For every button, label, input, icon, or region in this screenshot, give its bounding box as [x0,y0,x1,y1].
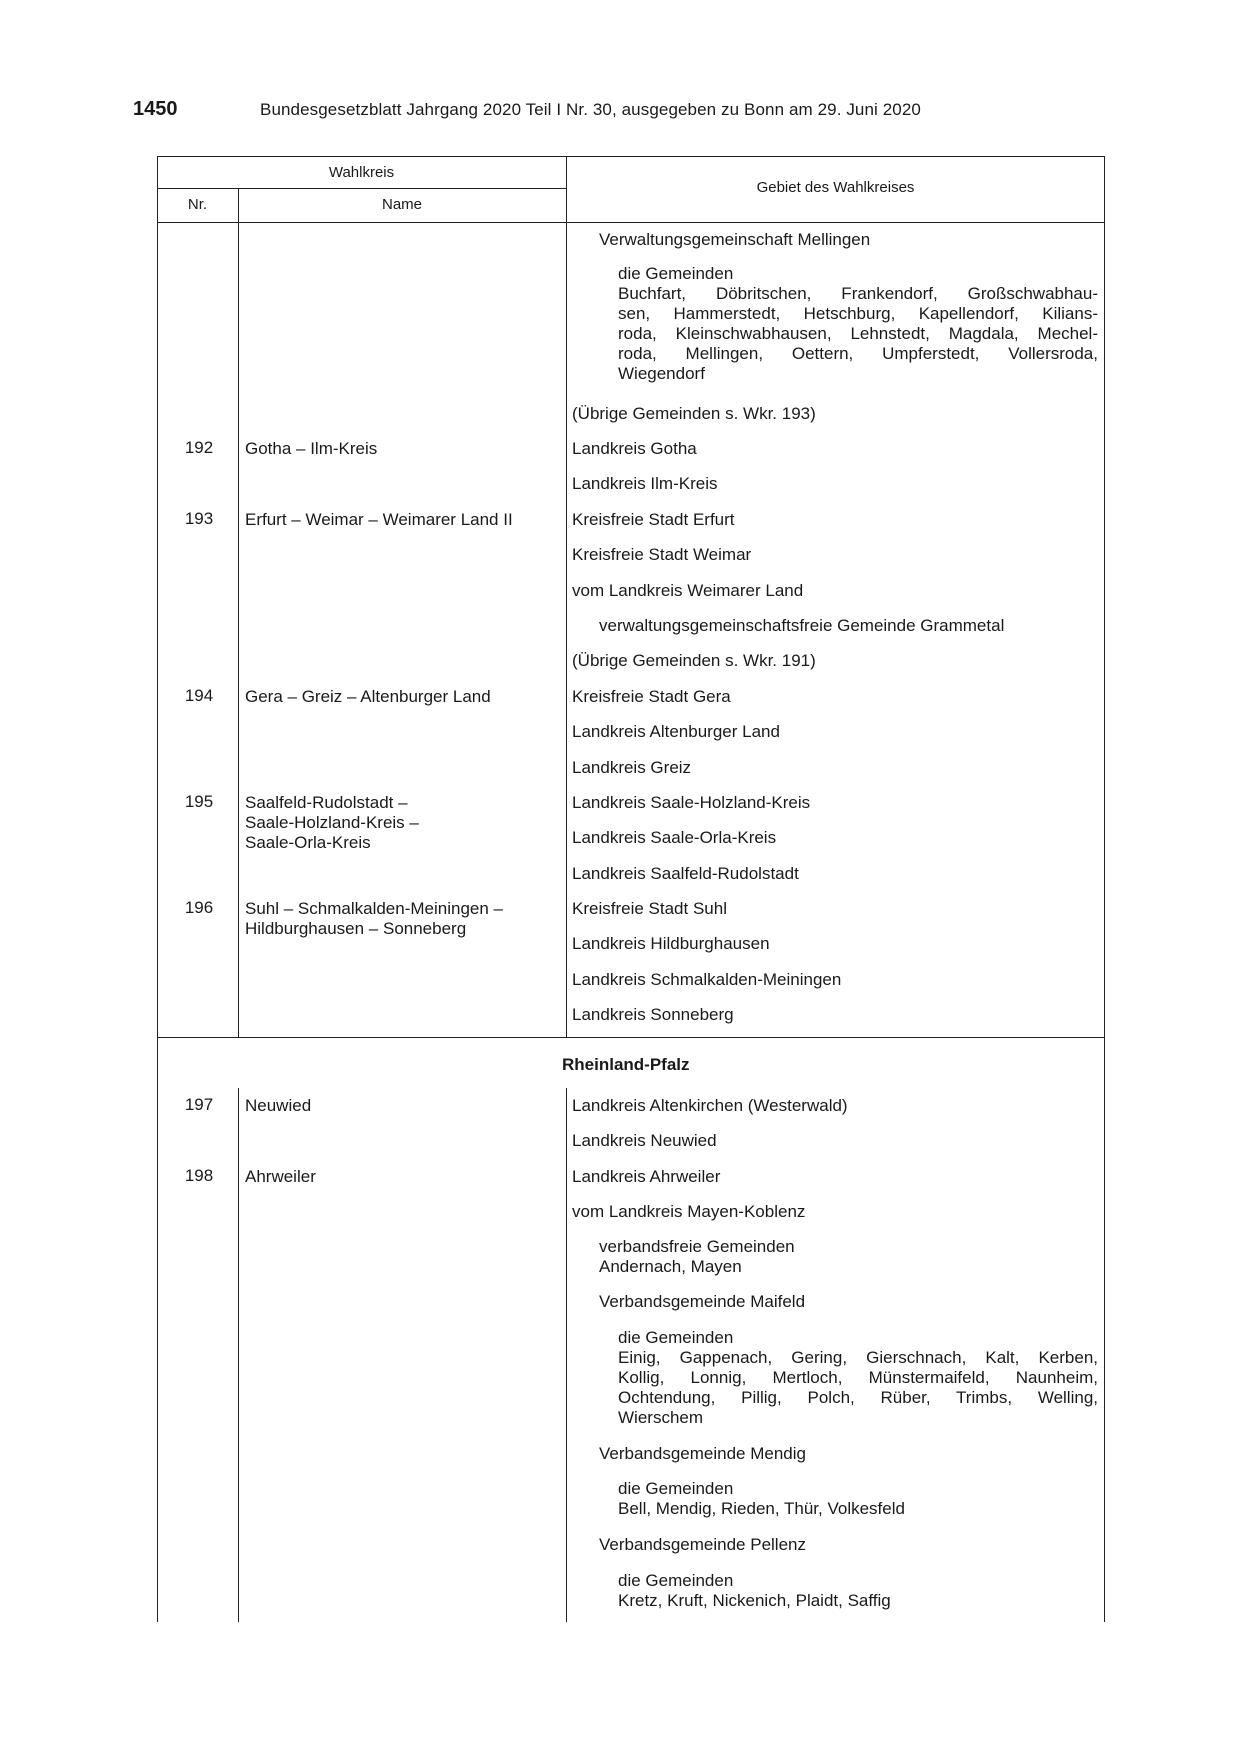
wahlkreis-name: Gotha – Ilm-Kreis [245,439,378,458]
page-title: Bundesgesetzblatt Jahrgang 2020 Teil I Nr. 30, ausgegeben zu Bonn am 29. Juni 2020 [260,100,921,119]
gebiet-entry: Verbandsgemeinde Maifeld [599,1292,806,1311]
gebiet-entry: Verbandsgemeinde Mendig [599,1444,806,1463]
gebiet-entry: Landkreis Ilm-Kreis [572,474,718,493]
wahlkreis-nr: 194 [184,686,214,705]
gebiet-subentry-title: die Gemeinden [618,1328,734,1347]
wahlkreis-nr: 198 [184,1166,214,1185]
gebiet-entry: Landkreis Sonneberg [572,1005,734,1024]
wahlkreis-name: Neuwied [245,1096,312,1115]
gebiet-subentry-text: Kretz, Kruft, Nickenich, Plaidt, Saffig [618,1591,891,1610]
header-divider-wahlkreis [157,188,566,189]
gebiet-entry: Landkreis Hildburghausen [572,934,770,953]
gebiet-entry: Landkreis Altenburger Land [572,722,780,741]
gebiet-subentry-title: die Gemeinden [618,264,734,283]
list-line: Wiegendorf [618,364,705,383]
wahlkreis-name: Hildburghausen – Sonneberg [245,919,467,938]
gebiet-subentry-list [618,284,1098,384]
wahlkreis-name: Suhl – Schmalkalden-Meiningen – [245,899,503,918]
gebiet-entry: Landkreis Schmalkalden-Meiningen [572,970,842,989]
gebiet-entry: Verwaltungsgemeinschaft Mellingen [599,230,871,249]
gebiet-subentry-text: Andernach, Mayen [599,1257,742,1276]
gebiet-subentry-title: die Gemeinden [618,1571,734,1590]
wahlkreis-name: Saale-Orla-Kreis [245,833,371,852]
header-nr: Nr. [187,196,208,213]
gebiet-entry: Landkreis Altenkirchen (Westerwald) [572,1096,848,1115]
column-divider-name [566,1088,567,1622]
table-right-border [1104,1037,1105,1622]
header-divider-bottom [157,222,1105,223]
gebiet-subentry-list [618,1348,1098,1428]
gebiet-subentry-title: verbandsfreie Gemeinden [599,1237,795,1256]
list-line: sen, Hammerstedt, Hetschburg, Kapellendorf, Kilians- [618,304,1098,323]
wahlkreis-nr: 197 [184,1095,214,1114]
gebiet-entry: Kreisfreie Stadt Gera [572,687,731,706]
list-line: Wierschem [618,1408,704,1427]
table-left-border [157,1037,158,1622]
page-number: 1450 [133,98,178,120]
wahlkreis-name: Ahrweiler [245,1167,316,1186]
list-line: roda, Mellingen, Oettern, Umpferstedt, Vollersroda, [618,344,1098,363]
gebiet-entry: Landkreis Gotha [572,439,697,458]
wahlkreis-name: Saalfeld-Rudolstadt – [245,793,408,812]
gebiet-entry: Verbandsgemeinde Pellenz [599,1535,806,1554]
header-name: Name [381,196,422,213]
gebiet-entry: Landkreis Saale-Holzland-Kreis [572,793,811,812]
gebiet-entry: Landkreis Ahrweiler [572,1167,721,1186]
wahlkreis-nr: 195 [184,792,214,811]
wahlkreis-name: Gera – Greiz – Altenburger Land [245,687,491,706]
header-wahlkreis: Wahlkreis [328,164,395,181]
header-gebiet: Gebiet des Wahlkreises [756,179,915,196]
gebiet-entry: verwaltungsgemeinschaftsfreie Gemeinde Grammetal [599,616,1005,635]
gebiet-entry: vom Landkreis Mayen-Koblenz [572,1202,806,1221]
gebiet-entry: Kreisfreie Stadt Suhl [572,899,727,918]
gebiet-entry: Landkreis Saalfeld-Rudolstadt [572,864,799,883]
gebiet-entry: (Übrige Gemeinden s. Wkr. 193) [572,404,816,423]
wahlkreis-name: Saale-Holzland-Kreis – [245,813,419,832]
page-header [133,98,1091,128]
gebiet-subentry-text: Bell, Mendig, Rieden, Thür, Volkesfeld [618,1499,905,1518]
gebiet-entry: Kreisfreie Stadt Erfurt [572,510,735,529]
gebiet-entry: vom Landkreis Weimarer Land [572,581,804,600]
gebiet-entry: Kreisfreie Stadt Weimar [572,545,752,564]
wahlkreis-nr: 196 [184,898,214,917]
gebiet-entry: Landkreis Neuwied [572,1131,717,1150]
list-line: Buchfart, Döbritschen, Frankendorf, Großschwabhau- [618,284,1098,303]
section-heading: Rheinland-Pfalz [562,1055,690,1074]
list-line: Kollig, Lonnig, Mertloch, Münstermaifeld, Naunheim, [618,1368,1098,1387]
wahlkreis-nr: 192 [184,438,214,457]
wahlkreis-name: Erfurt – Weimar – Weimarer Land II [245,510,513,529]
gebiet-entry: (Übrige Gemeinden s. Wkr. 191) [572,651,816,670]
list-line: Einig, Gappenach, Gering, Gierschnach, Kalt, Kerben, [618,1348,1098,1367]
list-line: Ochtendung, Pillig, Polch, Rüber, Trimbs, Welling, [618,1388,1098,1407]
gebiet-subentry-title: die Gemeinden [618,1479,734,1498]
wahlkreis-nr: 193 [184,509,214,528]
column-divider-name [566,156,567,1037]
gebiet-entry: Landkreis Greiz [572,758,692,777]
list-line: roda, Kleinschwabhausen, Lehnstedt, Magdala, Mechel- [618,324,1098,343]
gebiet-entry: Landkreis Saale-Orla-Kreis [572,828,777,847]
